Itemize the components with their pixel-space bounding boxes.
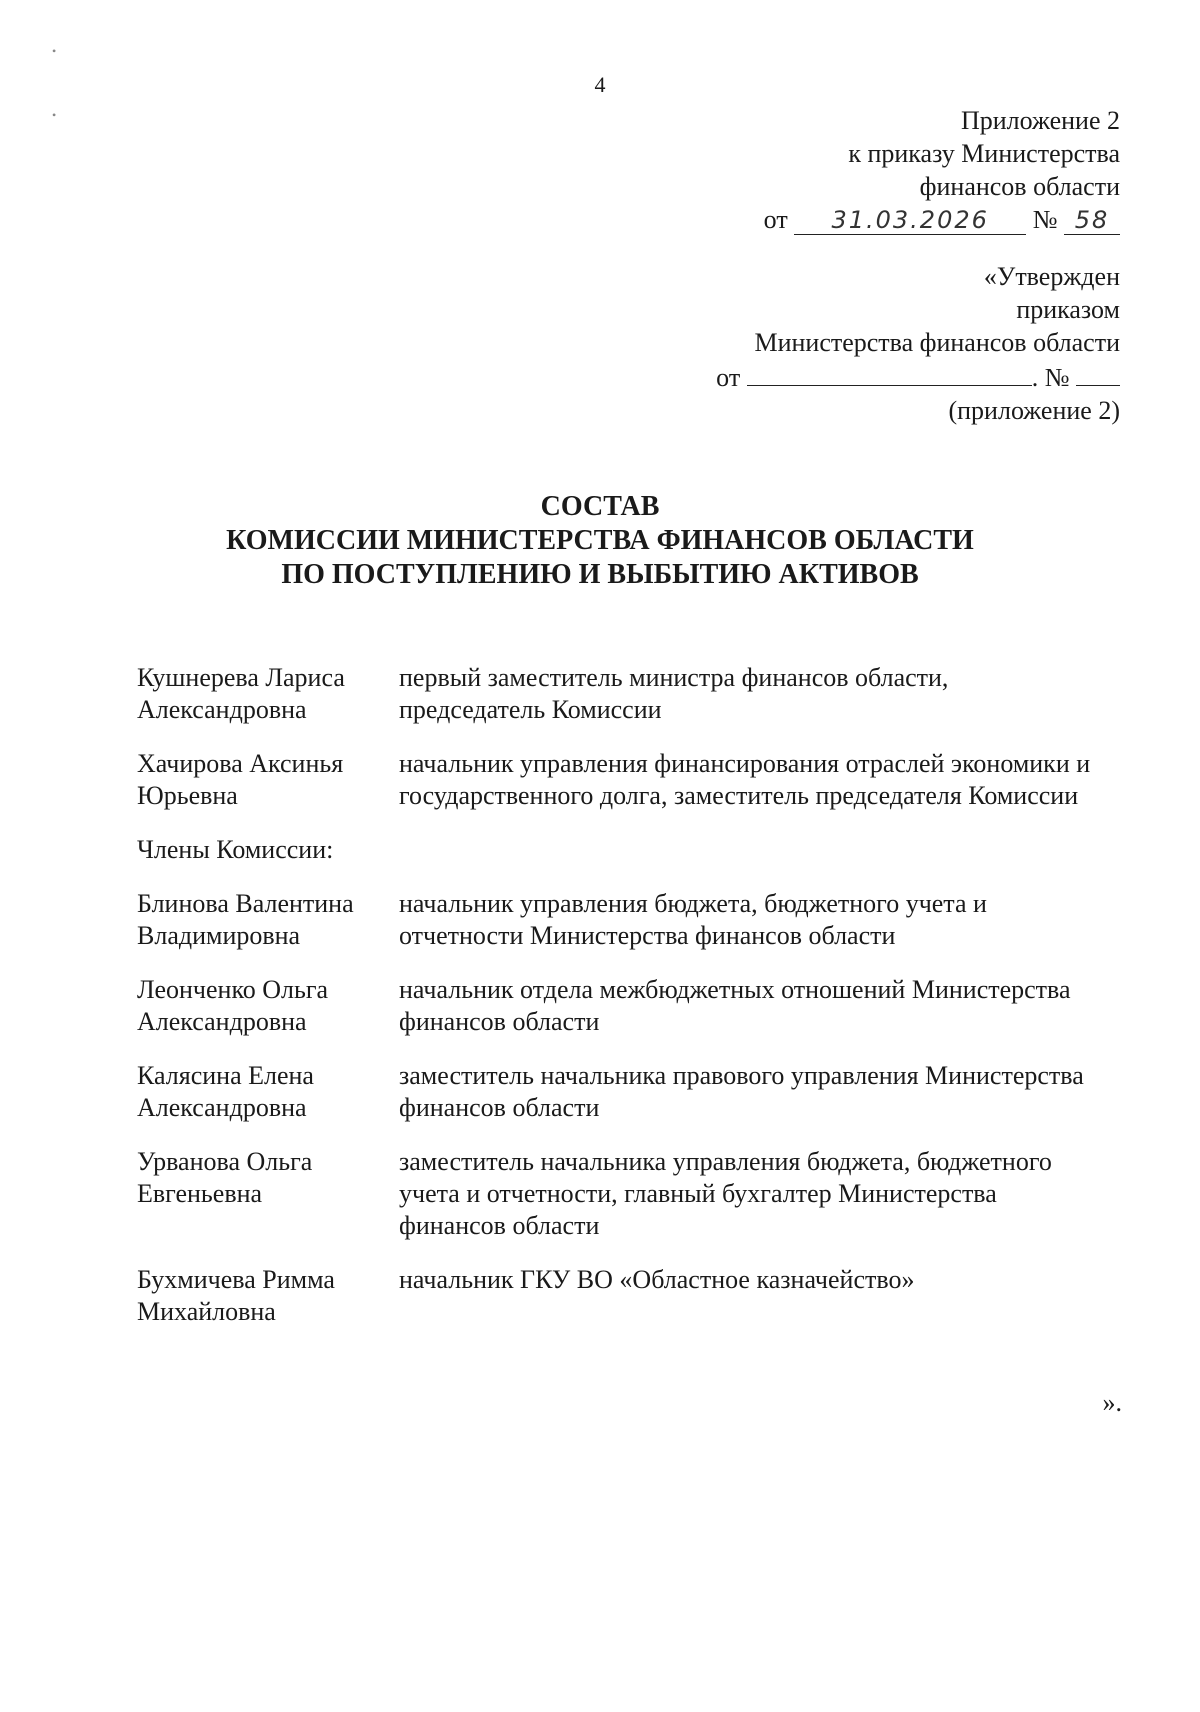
- member-name: Урванова Ольга Евгеньевна: [137, 1147, 313, 1208]
- member-role: заместитель начальника управления бюджета, бюджетного учета и отчетности, главный бухгалтер Министерства финансов области: [399, 1147, 1052, 1240]
- blank-number-field: [1076, 359, 1120, 386]
- number-prefix: . №: [1031, 363, 1070, 392]
- title-line: СОСТАВ: [540, 491, 660, 522]
- member-name: Кушнерева Лариса Александровна: [137, 663, 345, 724]
- date-prefix: от: [763, 205, 788, 234]
- member-name: Леонченко Ольга Александровна: [137, 975, 329, 1036]
- closing-quote: ».: [1102, 1388, 1122, 1417]
- appendix-line: к приказу Министерства: [848, 139, 1120, 168]
- handwritten-date: 31.03.2026: [794, 206, 1026, 235]
- roster-row: [137, 888, 1097, 952]
- appendix-line: Приложение 2: [960, 106, 1120, 135]
- member-role: начальник управления бюджета, бюджетного учета и отчетности Министерства финансов области: [399, 889, 987, 950]
- member-name: Хачирова Аксинья Юрьевна: [137, 749, 344, 810]
- title-line: ПО ПОСТУПЛЕНИЮ И ВЫБЫТИЮ АКТИВОВ: [281, 559, 919, 590]
- approved-note: (приложение 2): [948, 396, 1120, 425]
- scan-mark: •: [52, 108, 57, 122]
- member-role: начальник отдела межбюджетных отношений Министерства финансов области: [399, 975, 1071, 1036]
- member-role: начальник управления финансирования отраслей экономики и государственного долга, заместитель председателя Комиссии: [399, 749, 1091, 810]
- document-title: [0, 490, 1200, 592]
- members-label: Члены Комиссии:: [137, 835, 334, 864]
- roster-row: [137, 1146, 1097, 1242]
- roster-row: [137, 662, 1097, 726]
- approved-line: приказом: [1016, 295, 1120, 324]
- scan-mark: •: [52, 44, 57, 58]
- member-name: Калясина Елена Александровна: [137, 1061, 314, 1122]
- member-role: начальник ГКУ ВО «Областное казначейство»: [399, 1265, 915, 1294]
- blank-date-field: [747, 359, 1032, 386]
- approved-date-line: [716, 359, 1120, 394]
- approved-line: «Утвержден: [983, 262, 1120, 291]
- member-role: заместитель начальника правового управления Министерства финансов области: [399, 1061, 1084, 1122]
- number-prefix: №: [1032, 205, 1058, 234]
- roster-row: [137, 1264, 1097, 1328]
- handwritten-number: 58: [1064, 206, 1120, 235]
- roster-row: [137, 974, 1097, 1038]
- date-prefix: от: [716, 363, 741, 392]
- appendix-date-line: [764, 203, 1120, 236]
- page-number: 4: [594, 72, 606, 97]
- member-name: Бухмичева Римма Михайловна: [137, 1265, 335, 1326]
- commission-roster: [137, 662, 1097, 1350]
- roster-row: [137, 748, 1097, 812]
- approved-line: Министерства финансов области: [754, 328, 1120, 357]
- appendix-line: финансов области: [919, 172, 1120, 201]
- roster-row: [137, 1060, 1097, 1124]
- member-role: первый заместитель министра финансов области, председатель Комиссии: [399, 663, 949, 724]
- title-line: КОМИССИИ МИНИСТЕРСТВА ФИНАНСОВ ОБЛАСТИ: [226, 525, 974, 556]
- appendix-header: [764, 104, 1120, 236]
- approval-stamp-block: [716, 260, 1120, 427]
- member-name: Блинова Валентина Владимировна: [137, 889, 354, 950]
